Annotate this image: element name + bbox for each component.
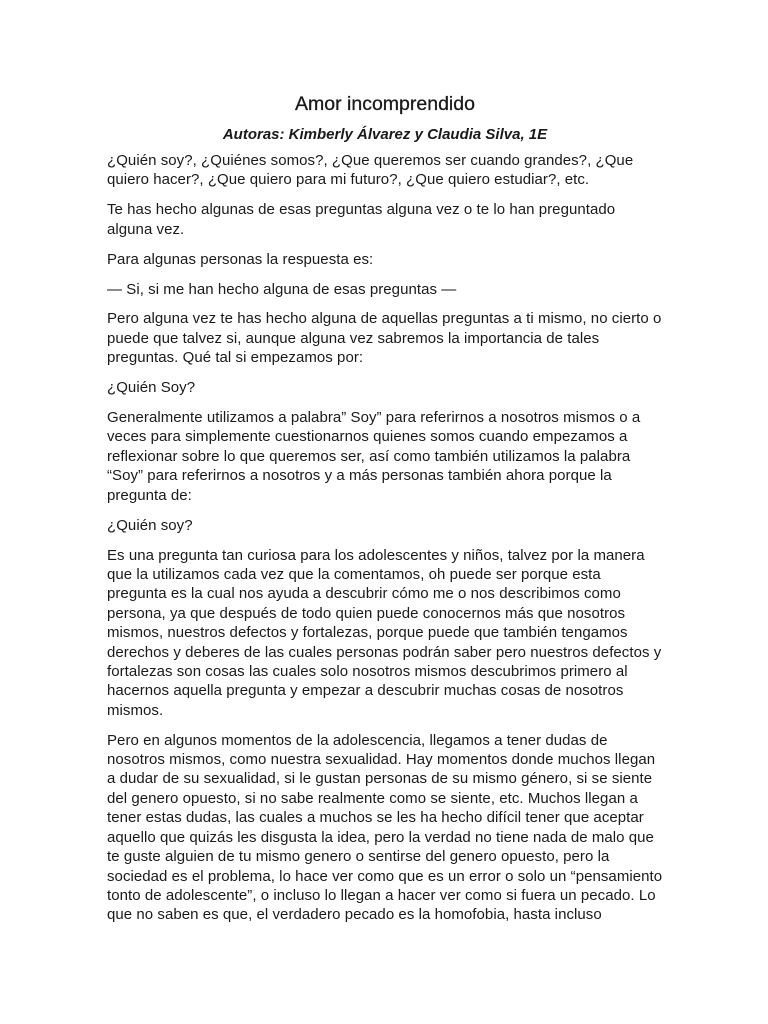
paragraph-line: quiero hacer?, ¿Que quiero para mi futuro?, ¿Que quiero estudiar?, etc. (107, 171, 590, 189)
paragraph (107, 250, 663, 269)
paragraph-line: que no saben es que, el verdadero pecado es la homofobia, hasta incluso (107, 906, 602, 924)
paragraph-line: ¿Quién Soy? (107, 379, 196, 397)
paragraph (107, 280, 663, 299)
paragraph-line: sociedad es el problema, lo hace ver como que es un error o solo un “pensamiento (107, 867, 663, 885)
paragraph (107, 200, 663, 239)
paragraph-line: reflexionar sobre lo que queremos ser, así como también utilizamos la palabra (107, 447, 631, 465)
paragraph-line: preguntas. Qué tal si empezamos por: (107, 349, 364, 367)
paragraph-line: derechos y deberes de las cuales personas podrán saber pero nuestros defectos y (107, 643, 662, 661)
paragraph-line: veces para simplemente cuestionarnos quienes somos cuando empezamos a (107, 428, 628, 446)
paragraph-line: aquello que quizás les disgusta la idea, pero la verdad no tiene nada de malo que (107, 828, 654, 846)
document-body (107, 151, 663, 925)
paragraph (107, 408, 663, 505)
paragraph-line: fortalezas son cosas las cuales solo nosotros mismos descubrimos primero al (107, 662, 628, 680)
paragraph-line: pregunta de: (107, 486, 192, 504)
paragraph (107, 378, 663, 397)
paragraph-line: — Si, si me han hecho alguna de esas preguntas — (107, 280, 457, 298)
paragraph-line: del genero opuesto, si no sabe realmente como se siente, etc. Muchos llegan a (107, 789, 638, 807)
paragraph-line: mismos, nuestros defectos y fortalezas, porque puede que también tengamos (107, 624, 628, 642)
paragraph-line: nosotros mismos, como nuestra sexualidad. Hay momentos donde muchos llegan (107, 751, 656, 769)
paragraph-line: tener estas dudas, las cuales a muchos se les ha hecho difícil tener que aceptar (107, 809, 644, 827)
paragraph-line: hacernos aquella pregunta y empezar a descubrir muchas cosas de nosotros (107, 682, 624, 700)
paragraph-line: Para algunas personas la respuesta es: (107, 250, 374, 268)
paragraph (107, 151, 663, 190)
paragraph-line: tonto de adolescente”, o incluso lo llegan a hacer ver como si fuera un pecado. Lo (107, 886, 656, 904)
paragraph-line: mismos. (107, 701, 164, 719)
document-authors: Autoras: Kimberly Álvarez y Claudia Silva, 1E (222, 126, 548, 143)
paragraph-line: te guste alguien de tu mismo genero o sentirse del genero opuesto, pero la (107, 848, 610, 866)
paragraph-line: persona, ya que después de todo quien puede conocernos más que nosotros (107, 604, 626, 622)
paragraph (107, 731, 663, 925)
paragraph-line: Pero alguna vez te has hecho alguna de aquellas preguntas a ti mismo, no cierto o (107, 310, 662, 328)
document-page (107, 92, 663, 935)
paragraph-line: ¿Quién soy?, ¿Quiénes somos?, ¿Que queremos ser cuando grandes?, ¿Que (107, 152, 634, 169)
paragraph-line: a dudar de su sexualidad, si le gustan personas de su mismo género, si se siente (107, 770, 653, 788)
paragraph-line: Es una pregunta tan curiosa para los adolescentes y niños, talvez por la manera (107, 546, 645, 564)
paragraph-line: que la utilizamos cada vez que la comentamos, oh puede ser porque esta (107, 565, 601, 583)
paragraph-line: Generalmente utilizamos a palabra” Soy” para referirnos a nosotros mismos o a (107, 409, 641, 427)
document-title: Amor incomprendido (295, 93, 475, 115)
paragraph-line: Pero en algunos momentos de la adolescencia, llegamos a tener dudas de (107, 731, 608, 749)
paragraph-line: puede que talvez si, aunque alguna vez sabremos la importancia de tales (107, 329, 600, 347)
paragraph (107, 546, 663, 721)
paragraph-line: pregunta es la cual nos ayuda a descubrir cómo me o nos describimos como (107, 585, 621, 603)
paragraph-line: ¿Quién soy? (107, 516, 193, 534)
paragraph-line: alguna vez. (107, 220, 185, 238)
paragraph (107, 309, 663, 367)
paragraph-line: “Soy” para referirnos a nosotros y a más personas también ahora porque la (107, 467, 612, 485)
paragraph (107, 516, 663, 535)
paragraph-line: Te has hecho algunas de esas preguntas alguna vez o te lo han preguntado (107, 201, 616, 219)
